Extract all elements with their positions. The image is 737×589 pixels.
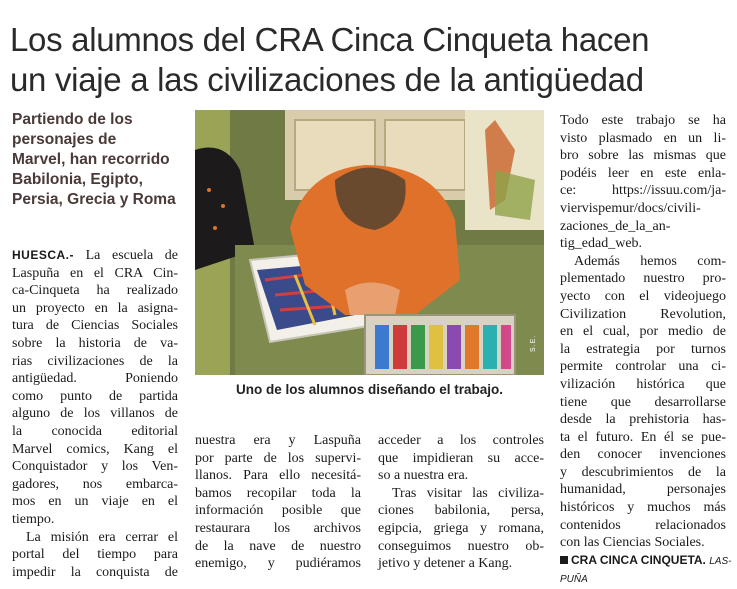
text-line: so a nuestra era. — [378, 468, 469, 484]
text-line: ta el futuro. En él se pue- — [560, 429, 726, 445]
text-line: por parte de los supervi- — [195, 450, 361, 466]
text-line: den conocer invenciones — [560, 447, 726, 463]
text-line: que impidieran su acce- — [378, 450, 544, 466]
article-column-2 — [195, 432, 361, 573]
text-line: jetivo y detener a Kang. — [378, 556, 513, 572]
text-line: tiene que desarrollarse — [560, 394, 726, 410]
text-line: bro sobre las mismas que — [560, 148, 726, 164]
text-line: un proyecto en la asigna- — [12, 300, 178, 316]
photo-student-drawing — [195, 110, 544, 375]
text-line: yecto con el videojuego — [560, 288, 726, 304]
text-line: plementado nuestro pro- — [560, 271, 726, 287]
text-line: alguno de los villanos de — [12, 406, 178, 422]
text-line: tura de Ciencias Sociales — [12, 318, 178, 334]
signature — [560, 552, 732, 571]
subhead-line: personajes de — [12, 131, 117, 148]
signature-author: CRA CINCA CINQUETA. — [571, 552, 706, 567]
text-line: visto plasmado en un li- — [560, 130, 726, 146]
text-line: Tras visitar las civiliza- — [392, 485, 544, 501]
text-line: Además hemos com- — [574, 253, 726, 269]
text-line: vilización histórica que — [560, 376, 726, 392]
text-line: con las Ciencias Sociales. — [560, 535, 705, 551]
text-line: nuestra era y Laspuña — [195, 433, 361, 448]
photo-credit: S.E. — [530, 334, 537, 352]
text-line: históricos y muchos más — [560, 500, 726, 516]
text-line: impedir la conquista de — [12, 564, 178, 580]
article-column-4 — [560, 112, 732, 589]
square-bullet-icon — [560, 556, 568, 564]
text-line: podéis leer en este enla- — [560, 165, 726, 181]
headline-line-2: un viaje a las civilizaciones de la antigüedad — [10, 61, 644, 98]
text-line: como punto de partida — [12, 388, 178, 404]
text-line: restaurara los archivos — [195, 520, 361, 536]
subhead-line: Babilonia, Egipto, — [12, 171, 143, 188]
url-line: tig_edad_web. — [560, 236, 643, 252]
text-line: Civilization Revolution, — [560, 306, 726, 322]
subhead-line: Marvel, han recorrido — [12, 151, 170, 168]
text-line: mos en un viaje en el — [12, 494, 178, 510]
text-line: la estrategia por turnos — [560, 341, 726, 357]
text-line: ciones babilonia, persa, — [378, 503, 544, 519]
text-line: egipcia, griega y romana, — [378, 520, 544, 536]
text-line: gadores, nos embarca- — [12, 476, 178, 492]
text-line: en el cual, por medio de — [560, 324, 726, 340]
text-line: rias civilizaciones de la — [12, 353, 178, 369]
text-line: y descubrimientos de la — [560, 464, 726, 480]
subheadline — [12, 110, 187, 210]
subhead-line: Partiendo de los — [12, 111, 133, 128]
text-line: ce: https://issuu.com/ja- — [560, 183, 726, 199]
text-line: información posible que — [195, 503, 361, 519]
text-line: HUESCA.- La escuela de — [12, 248, 178, 263]
text-line: antigüedad. Poniendo — [12, 371, 178, 387]
text-line: viervispemur/docs/civili- — [560, 200, 701, 216]
text-line: acceder a los controles — [378, 433, 544, 448]
text-line: humanidad, personajes — [560, 482, 726, 498]
signature-place-cont: PUÑA — [560, 574, 588, 586]
text-line: ca-Cinqueta ha realizado — [12, 283, 178, 299]
subhead-line: Persia, Grecia y Roma — [12, 191, 176, 208]
article-column-3 — [378, 432, 544, 573]
text-line: de la nave de nuestro — [195, 538, 361, 554]
url-line: zaciones_de_la_an- — [560, 218, 671, 234]
text-line: bamos recopilar toda la — [195, 485, 361, 501]
headline — [10, 20, 730, 100]
text-line: enemigo, y pudiéramos — [195, 556, 361, 572]
text-line: desde la prehistoria has- — [560, 412, 726, 428]
text-line: La misión era cerrar el — [26, 529, 178, 545]
article-column-1 — [12, 247, 178, 581]
text-line: llanos. Para ello necesitá- — [195, 468, 361, 484]
photo-caption: Uno de los alumnos diseñando el trabajo. — [235, 382, 504, 397]
signature-continued — [560, 570, 726, 589]
text-line: portal del tiempo para — [12, 547, 178, 563]
article-photo — [195, 110, 544, 375]
text-line: tiempo. — [12, 511, 55, 527]
text-line: Laspuña en el CRA Cin- — [12, 265, 178, 281]
dateline: HUESCA.- — [12, 248, 75, 262]
text-line: la conocida editorial — [12, 423, 178, 439]
text-line: sobre la historia de va- — [12, 335, 178, 351]
text-line: Marvel comics, Kang el — [12, 441, 178, 457]
text-line: conseguimos nuestro ob- — [378, 538, 544, 554]
headline-line-1: Los alumnos del CRA Cinca Cinqueta hacen — [10, 21, 650, 58]
text-line: contenidos relacionados — [560, 517, 726, 533]
text-line: Todo este trabajo se ha — [560, 113, 726, 128]
signature-place: LAS- — [709, 555, 732, 567]
text-line: Conquistador y los Ven- — [12, 459, 178, 475]
text-line: permite controlar una ci- — [560, 359, 726, 375]
